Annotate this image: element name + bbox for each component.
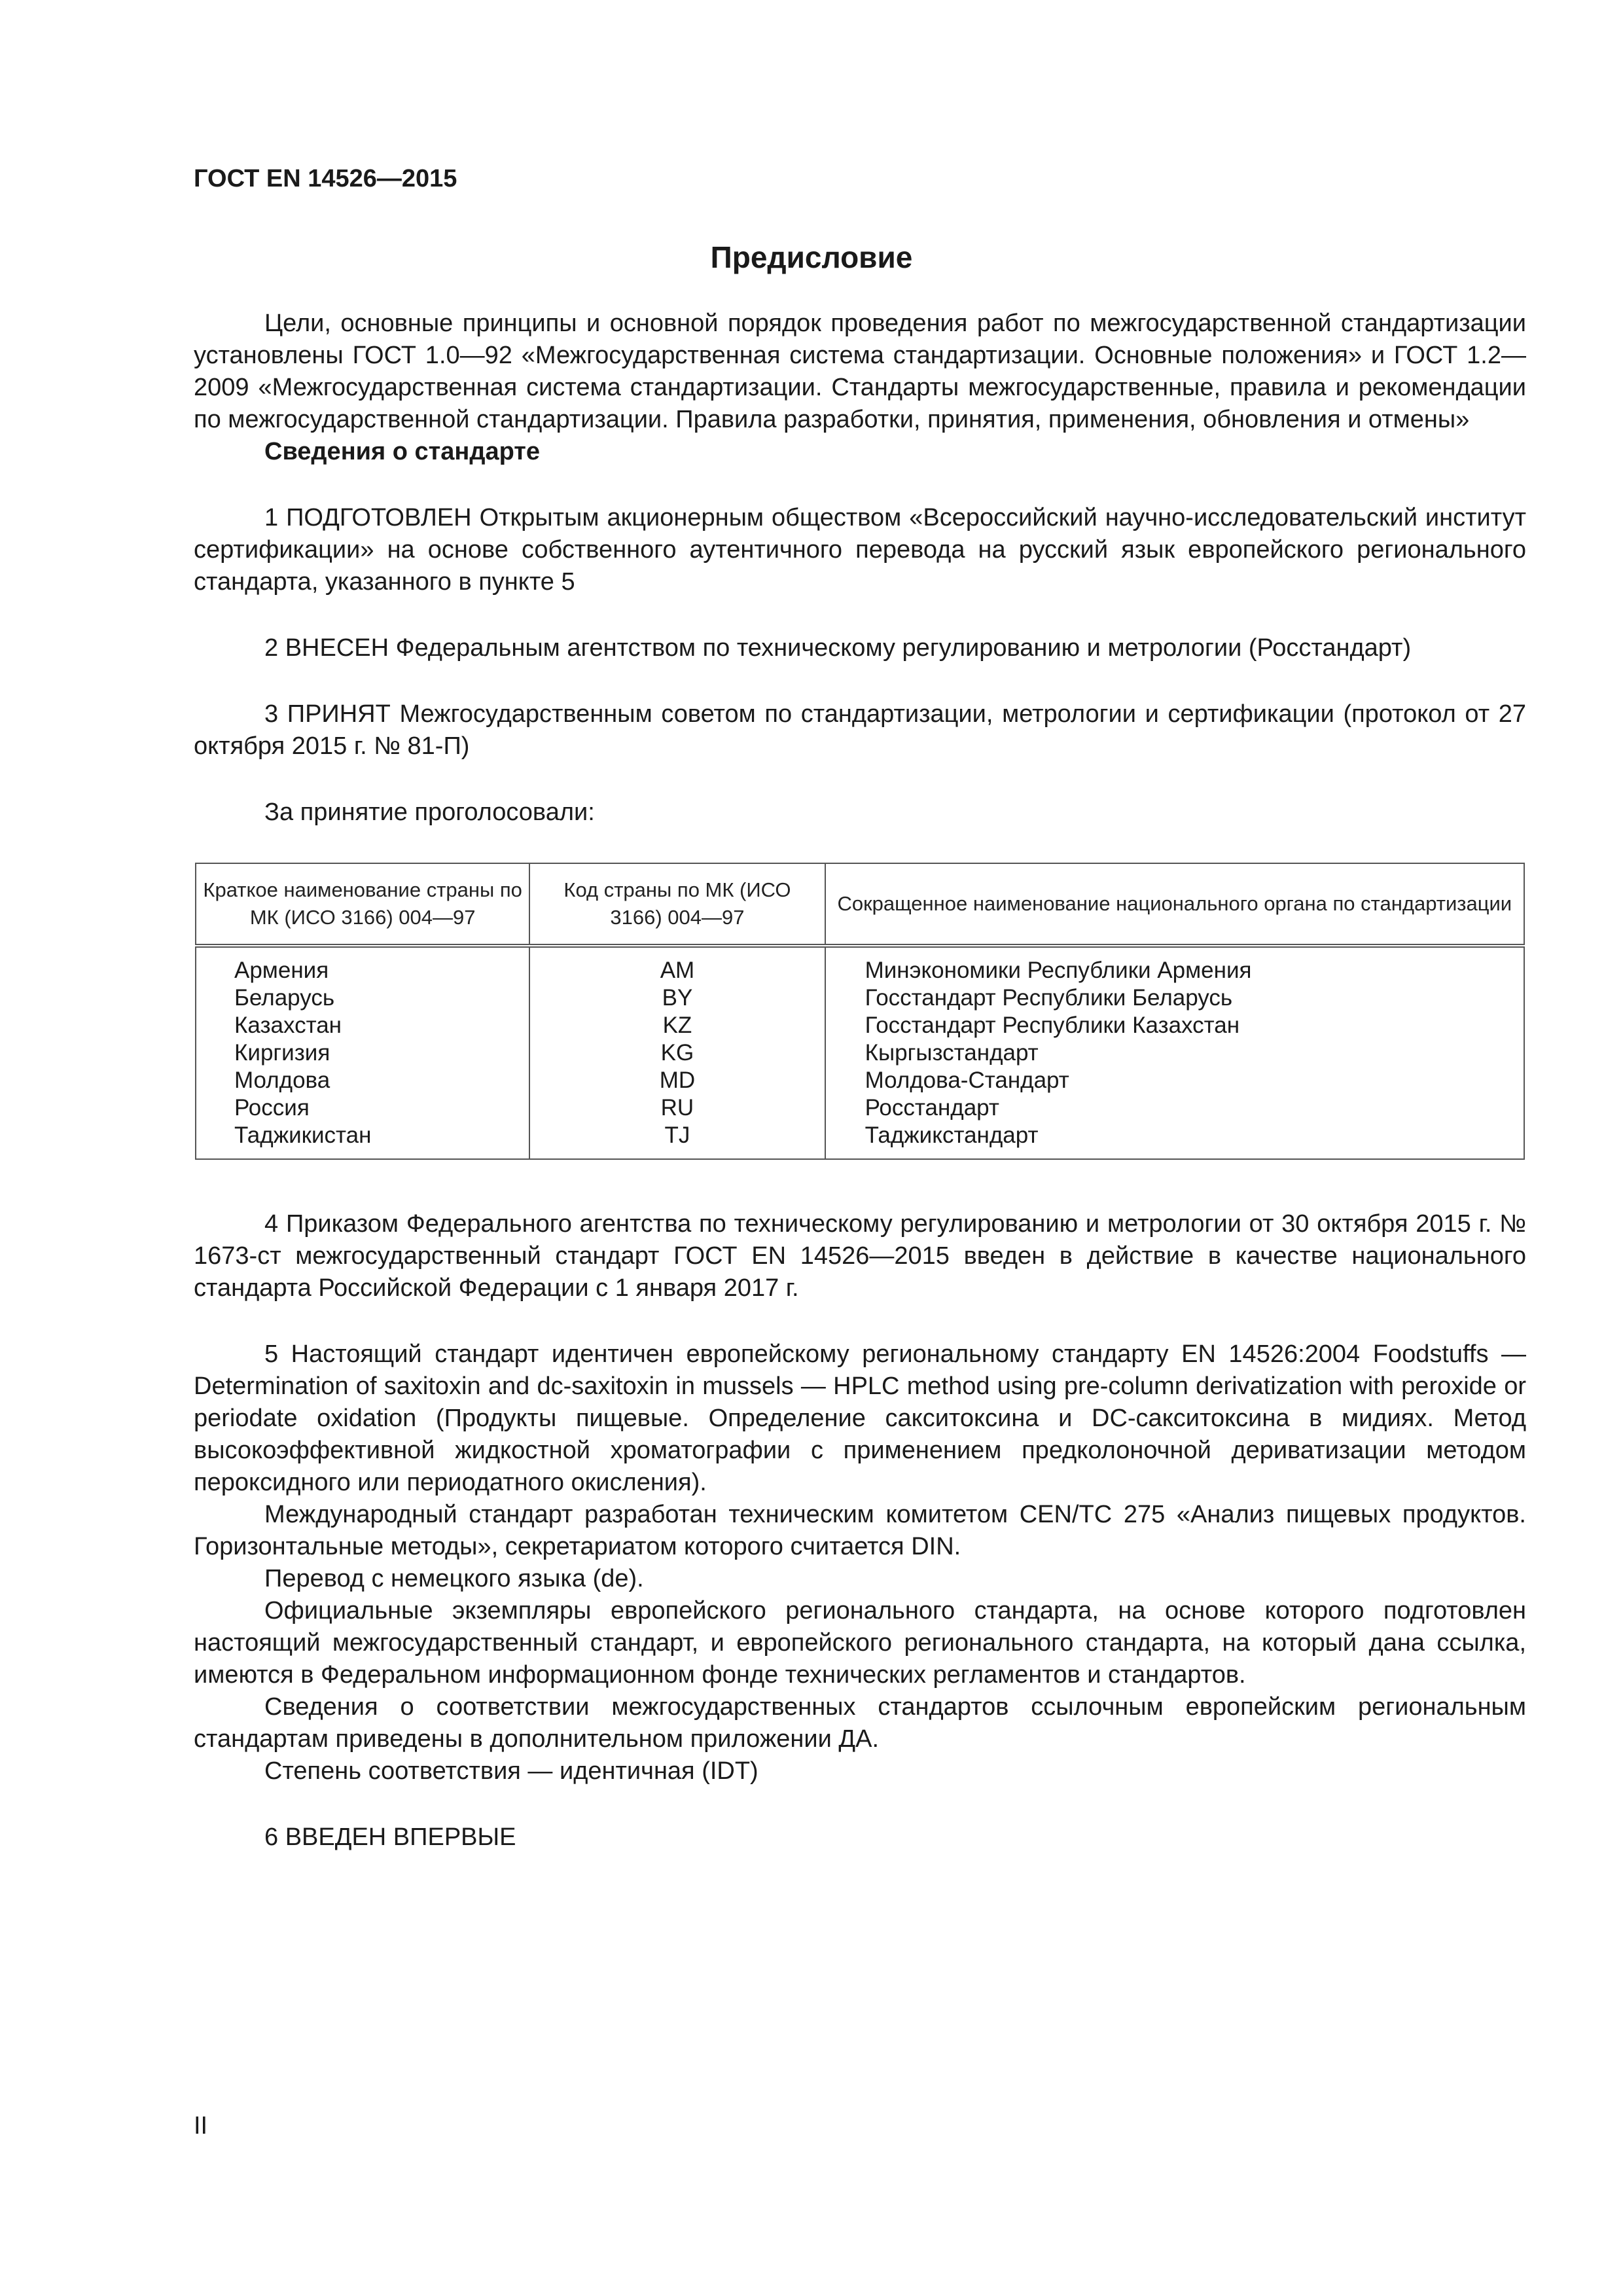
country-name: Молдова [234,1067,330,1093]
item-5-official-copies: Официальные экземпляры европейского регионального стандарта, на основе которого подготовлен настоящий межгосударственный стандарт, и европейского регионального стандарта, на который дана ссылка, имеются в Федеральном информационном фонде технических регламентов и стандартов. [194,1597,1526,1689]
header-country-code: Код страны по МК (ИСО 3166) 004—97 [529,863,825,946]
item-3-paragraph: 3 ПРИНЯТ Межгосударственным советом по стандартизации, метрологии и сертификации (протокол от 27 октября 2015 г. № 81-П) [194,700,1526,760]
page-number: II [194,2112,208,2140]
item-5-degree: Степень соответствия — идентичная (IDT) [264,1757,758,1785]
item-4-paragraph: 4 Приказом Федерального агентства по техническому регулированию и метрологии от 30 октября 2015 г. № 1673-ст межгосударственный стандарт ГОСТ EN 14526—2015 введен в действие в качестве национального стандарта Российской Федерации с 1 января 2017 г. [194,1210,1526,1302]
country-name: Казахстан [234,1013,342,1038]
national-body: Таджикстандарт [865,1122,1039,1148]
country-name: Россия [234,1095,310,1121]
national-body: Госстандарт Республики Беларусь [865,985,1233,1011]
national-body: Молдова-Стандарт [865,1067,1069,1093]
item-5-correspondence: Сведения о соответствии межгосударственных стандартов ссылочным европейским региональным стандартам приведены в дополнительном приложении ДА. [194,1693,1526,1753]
country-code: BY [662,985,693,1011]
country-code: KZ [662,1013,692,1038]
national-body: Кыргызстандарт [865,1040,1039,1066]
header-country-name: Краткое наименование страны по МК (ИСО 3166) 004—97 [196,863,529,946]
country-name: Таджикистан [234,1122,372,1148]
national-body: Госстандарт Республики Казахстан [865,1013,1240,1038]
table-body-row [196,946,1524,1159]
country-name: Армения [234,958,329,983]
country-code: AM [660,958,695,983]
country-code: MD [659,1067,696,1093]
item-1-paragraph: 1 ПОДГОТОВЛЕН Открытым акционерным обществом «Всероссийский научно-исследовательский институт сертификации» на основе собственного аутентичного перевода на русский язык европейского регионального стандарта, указанного в пункте 5 [194,504,1526,596]
item-6-paragraph: 6 ВВЕДЕН ВПЕРВЫЕ [264,1823,516,1851]
vote-intro: За принятие проголосовали: [264,798,595,826]
document-code: ГОСТ EN 14526—2015 [194,165,457,192]
voting-table [195,863,1525,1160]
header-national-body: Сокращенное наименование национального органа по стандартизации [825,863,1524,946]
national-body-column [825,946,1524,1159]
intro-paragraph: Цели, основные принципы и основной порядок проведения работ по межгосударственной стандартизации установлены ГОСТ 1.0—92 «Межгосударственная система стандартизации. Основные положения» и ГОСТ 1.2—2009 «Межгосударственная система стандартизации. Стандарты межгосударственные, правила и рекомендации по межгосударственной стандартизации. Правила разработки, принятия, применения, обновления и отмены» [194,310,1526,433]
document-body [194,308,1526,1854]
country-name: Киргизия [234,1040,330,1066]
country-code: KG [660,1040,694,1066]
item-2-paragraph: 2 ВНЕСЕН Федеральным агентством по техническому регулированию и метрологии (Росстандарт) [264,634,1412,662]
table-header-row [196,863,1524,946]
national-body: Росстандарт [865,1095,999,1121]
item-5-translation: Перевод с немецкого языка (de). [264,1565,644,1592]
country-code: TJ [664,1122,690,1148]
page-title: Предисловие [710,240,913,274]
national-body: Минэкономики Республики Армения [865,958,1252,983]
country-name: Беларусь [234,985,335,1011]
section-heading: Сведения о стандарте [264,438,541,465]
country-code: RU [660,1095,694,1121]
country-name-column [196,946,529,1159]
country-code-column [529,946,825,1159]
item-5-paragraph: 5 Настоящий стандарт идентичен европейскому региональному стандарту EN 14526:2004 Foodstuffs — Determination of saxitoxin and dc-saxitoxin in mussels — HPLC method using pre-column derivatization with peroxide or periodate oxidation (Продукты пищевые. Определение сакситоксина и DC-сакситоксина в мидиях. Метод высокоэффективной жидкостной хроматографии с применением предколоночной дериватизации методом пероксидного или периодатного окисления). [194,1340,1526,1496]
item-5-committee: Международный стандарт разработан техническим комитетом CEN/TC 275 «Анализ пищевых продуктов. Горизонтальные методы», секретариатом которого считается DIN. [194,1501,1526,1560]
